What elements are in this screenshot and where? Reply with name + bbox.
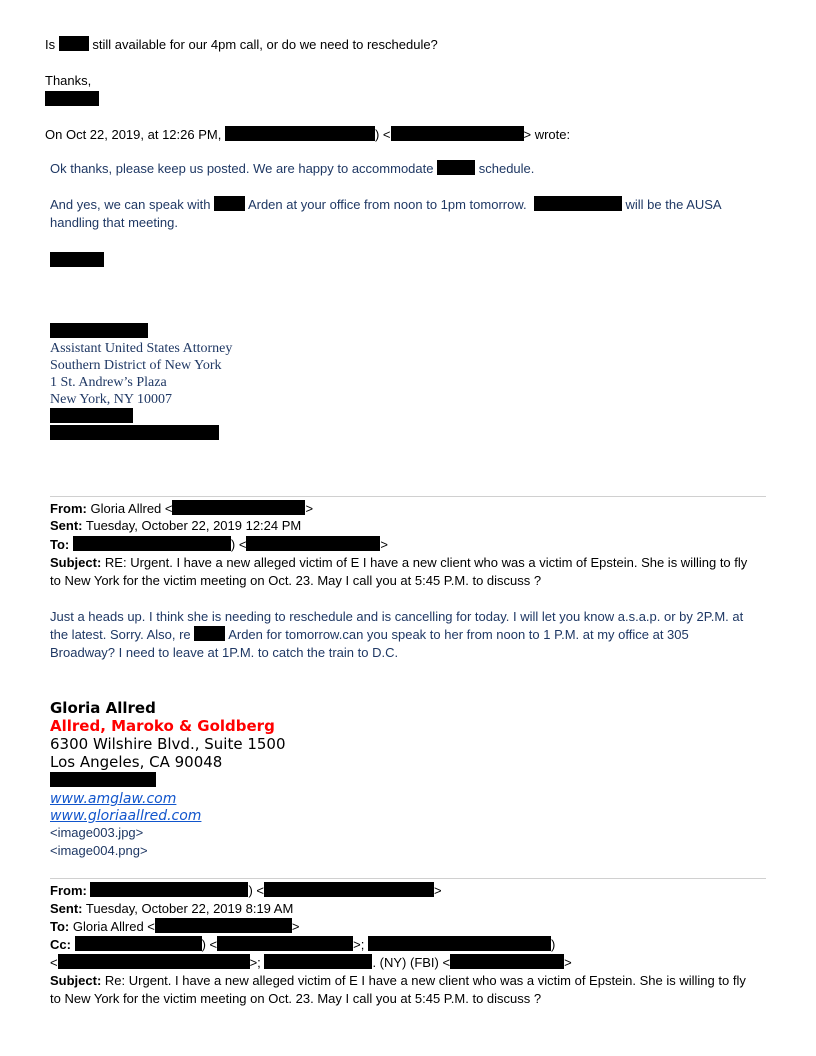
redaction <box>45 91 99 106</box>
divider <box>50 496 766 497</box>
reply-thanks: Thanks, <box>45 73 92 88</box>
amglaw-link[interactable]: www.amglaw.com <box>50 791 177 807</box>
header-sent: Sent: Tuesday, October 22, 2019 12:24 PM <box>50 518 302 533</box>
header-subject-cont: to New York for the victim meeting on Oct. 23. May I call you at 5:45 P.M. to discuss ? <box>50 573 542 588</box>
redaction <box>50 425 219 440</box>
ausa-line-3: handling that meeting. <box>50 215 178 230</box>
quote-attribution: On Oct 22, 2019, at 12:26 PM, ) < > wrote: <box>45 127 571 142</box>
redaction <box>534 196 622 211</box>
attachment-image004: <image004.png> <box>50 843 148 858</box>
header-to: To: ) < > <box>50 537 389 552</box>
redaction <box>264 954 372 969</box>
gloria-line-1: Just a heads up. I think she is needing to reschedule and is cancelling for today. I will let you know a.s.a.p. or by 2P.M. at <box>50 609 744 624</box>
redaction <box>155 918 292 933</box>
ausa-line-2: And yes, we can speak with Arden at your office from noon to 1pm tomorrow. will be the AUSA <box>50 197 722 212</box>
redaction <box>450 954 564 969</box>
header-subject: Subject: Re: Urgent. I have a new alleged victim of E I have a new client who was a victim of Epstein. She is willing to fly <box>50 973 746 988</box>
sig-firm: Allred, Maroko & Goldberg <box>50 717 275 735</box>
redaction <box>214 196 245 211</box>
header-cc-cont: < >; . (NY) (FBI) < > <box>50 955 572 970</box>
redaction <box>391 126 524 141</box>
gloria-line-2: the latest. Sorry. Also, re Arden for tomorrow.can you speak to her from noon to 1 P.M. at my office at 305 <box>50 627 689 642</box>
sig-link-2-row <box>50 807 201 825</box>
sig-name: Gloria Allred <box>50 699 156 717</box>
gloriaallred-link[interactable]: www.gloriaallred.com <box>50 808 202 824</box>
header-cc: Cc: ) < >; ) <box>50 937 556 952</box>
redaction <box>437 160 475 175</box>
redaction <box>50 408 133 423</box>
header-to: To: Gloria Allred < > <box>50 919 300 934</box>
redaction <box>58 954 250 969</box>
redaction <box>217 936 353 951</box>
redaction <box>59 36 89 51</box>
ausa-line-1: Ok thanks, please keep us posted. We are happy to accommodate schedule. <box>50 161 535 176</box>
redaction <box>50 772 156 787</box>
sig-link-1-row <box>50 790 176 808</box>
attachment-image003: <image003.jpg> <box>50 825 144 840</box>
sig-office: Southern District of New York <box>50 358 222 373</box>
sig-address-1: 1 St. Andrew’s Plaza <box>50 375 167 390</box>
redaction <box>50 323 148 338</box>
sig-address-2: New York, NY 10007 <box>50 392 172 407</box>
redaction <box>90 882 248 897</box>
sig-address-1: 6300 Wilshire Blvd., Suite 1500 <box>50 735 286 753</box>
redaction <box>246 536 380 551</box>
header-from: From: Gloria Allred < > <box>50 501 314 516</box>
header-from: From: ) < > <box>50 883 442 898</box>
sig-title: Assistant United States Attorney <box>50 341 233 356</box>
redaction <box>264 882 434 897</box>
reply-question: Is still available for our 4pm call, or do we need to reschedule? <box>45 37 438 52</box>
gloria-line-3: Broadway? I need to leave at 1P.M. to catch the train to D.C. <box>50 645 399 660</box>
redaction <box>225 126 375 141</box>
redaction <box>368 936 551 951</box>
redaction <box>50 252 104 267</box>
divider <box>50 878 766 879</box>
redaction <box>75 936 202 951</box>
redaction <box>172 500 305 515</box>
redaction <box>194 626 225 641</box>
header-subject: Subject: RE: Urgent. I have a new alleged victim of E I have a new client who was a victim of Epstein. She is willing to fly <box>50 555 748 570</box>
sig-address-2: Los Angeles, CA 90048 <box>50 753 223 771</box>
header-sent: Sent: Tuesday, October 22, 2019 8:19 AM <box>50 901 294 916</box>
redaction <box>73 536 231 551</box>
header-subject-cont: to New York for the victim meeting on Oct. 23. May I call you at 5:45 P.M. to discuss ? <box>50 991 542 1006</box>
